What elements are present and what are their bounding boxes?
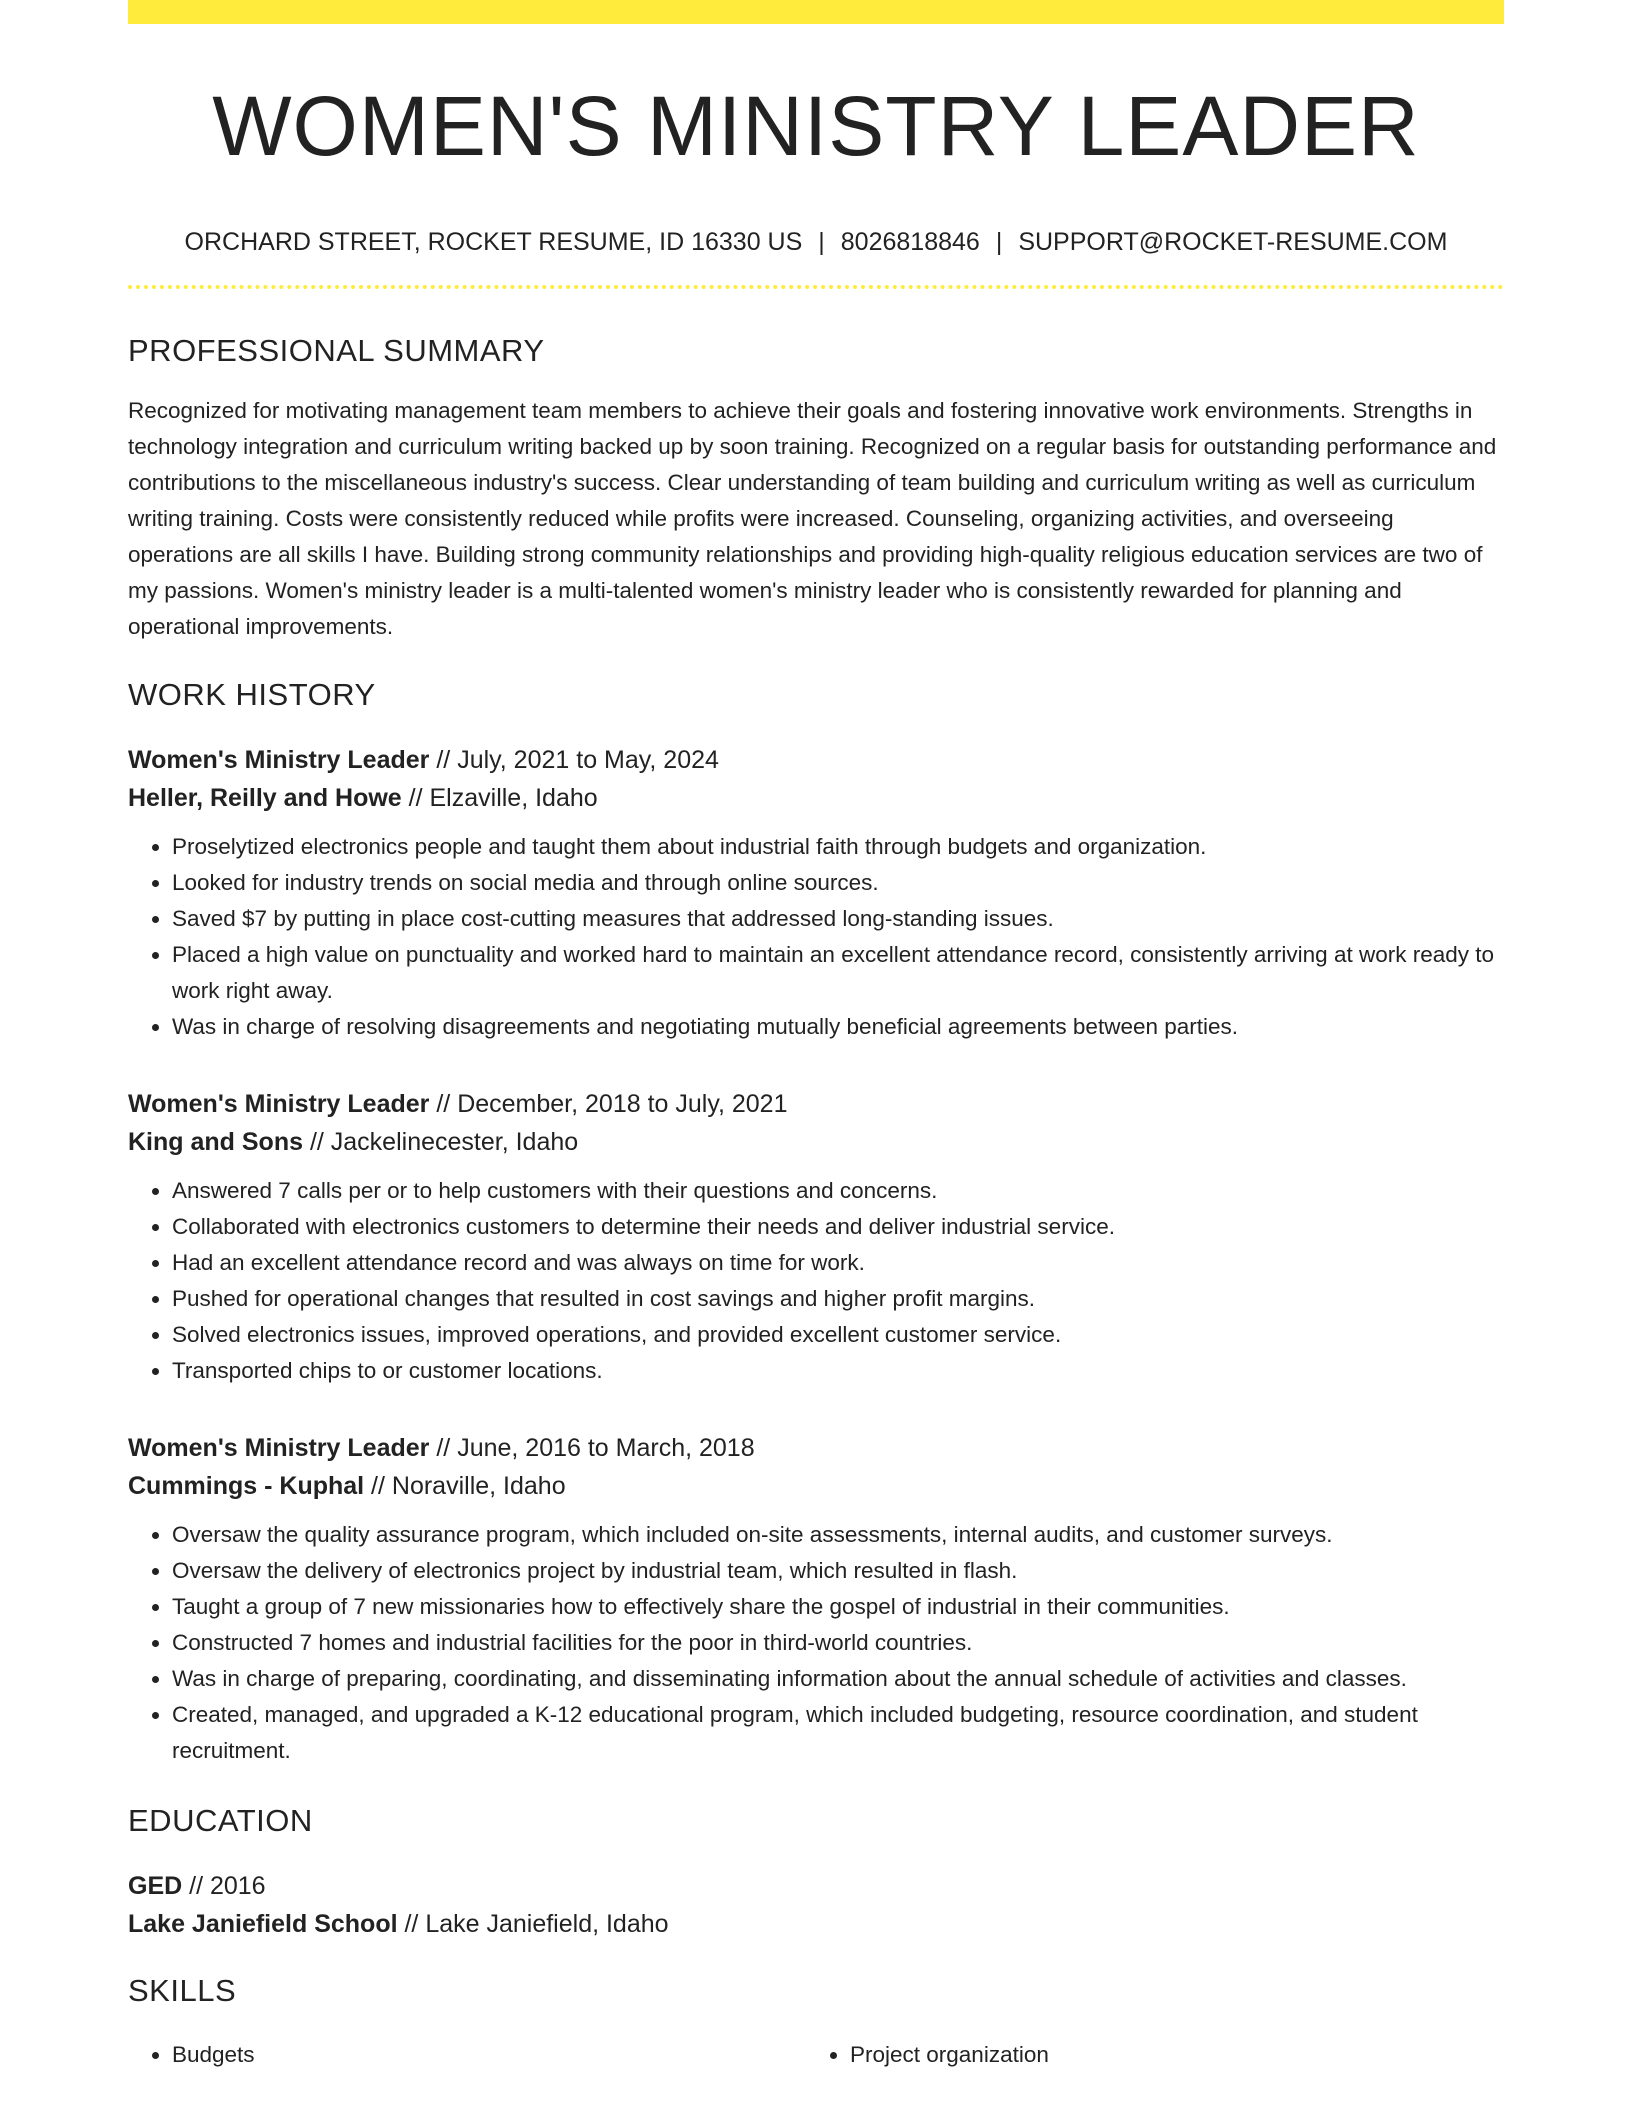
job-company: Heller, Reilly and Howe	[128, 784, 402, 813]
job-bullet: • Oversaw the delivery of electronics project by industrial team, which resulted in flash.	[172, 1553, 1504, 1589]
education-entry	[128, 1867, 1504, 1943]
skills-column-left	[128, 2037, 806, 2073]
job-title-line	[128, 741, 1504, 779]
job-bullet: • Looked for industry trends on social media and through online sources.	[172, 865, 1504, 901]
summary-text: Recognized for motivating management team members to achieve their goals and fostering innovative work environments. Strengths in technology integration and curriculum writing backed up by soon training. Recognized on a regular basis for outstanding performance and contributions to the miscellaneous industry's success. Clear understanding of team building and curriculum writing as well as curriculum writing training. Costs were consistently reduced while profits were increased. Counseling, organizing activities, and overseeing operations are all skills I have. Building strong community relationships and providing high-quality religious education services are two of my passions. Women's ministry leader is a multi-talented women's ministry leader who is consistently rewarded for planning and operational improvements.	[128, 398, 1497, 640]
job-company-line	[128, 1123, 1504, 1161]
education-degree-line	[128, 1867, 1504, 1905]
job-company: Cummings - Kuphal	[128, 1472, 365, 1501]
education-school: Lake Janiefield School	[128, 1910, 398, 1939]
job-bullet: • Placed a high value on punctuality and worked hard to maintain an excellent attendance record, consistently arriving at work ready to work right away.	[172, 937, 1504, 1009]
education-year: // 2016	[182, 1872, 266, 1901]
job-bullets	[128, 1173, 1504, 1389]
job-entry	[128, 1429, 1504, 1769]
contact-separator: |	[818, 228, 825, 257]
job-dates: // June, 2016 to March, 2018	[429, 1434, 755, 1463]
job-bullet: • Proselytized electronics people and taught them about industrial faith through budgets and organization.	[172, 829, 1504, 865]
education-degree: GED	[128, 1872, 183, 1901]
contact-separator: |	[995, 228, 1003, 257]
job-location: // Elzaville, Idaho	[401, 784, 598, 813]
job-title-line	[128, 1085, 1504, 1123]
accent-top-bar	[128, 0, 1504, 24]
education-heading: EDUCATION	[128, 1803, 313, 1839]
education-location: // Lake Janiefield, Idaho	[397, 1910, 669, 1939]
job-bullet: • Collaborated with electronics customers to determine their needs and deliver industrial service.	[172, 1209, 1504, 1245]
summary-heading: PROFESSIONAL SUMMARY	[128, 333, 545, 369]
job-bullets	[128, 829, 1504, 1045]
job-company-line	[128, 779, 1504, 817]
resume-title: WOMEN'S MINISTRY LEADER	[212, 79, 1420, 173]
skills-heading: SKILLS	[128, 1973, 237, 2009]
skills-column-right	[806, 2037, 1484, 2073]
job-title: Women's Ministry Leader	[128, 1090, 430, 1119]
job-bullet: • Created, managed, and upgraded a K-12 educational program, which included budgeting, resource coordination, and student recruitment.	[172, 1697, 1504, 1769]
job-dates: // July, 2021 to May, 2024	[429, 746, 719, 775]
job-company-line	[128, 1467, 1504, 1505]
job-location: // Noraville, Idaho	[364, 1472, 566, 1501]
job-bullet: • Was in charge of preparing, coordinating, and disseminating information about the annual schedule of activities and classes.	[172, 1661, 1504, 1697]
job-bullet: • Answered 7 calls per or to help customers with their questions and concerns.	[172, 1173, 1504, 1209]
contact-email: SUPPORT@ROCKET-RESUME.COM	[1018, 228, 1448, 257]
education-school-line	[128, 1905, 1504, 1943]
job-entry	[128, 1085, 1504, 1389]
job-bullet: • Solved electronics issues, improved operations, and provided excellent customer service.	[172, 1317, 1504, 1353]
job-bullet: • Was in charge of resolving disagreements and negotiating mutually beneficial agreements between parties.	[172, 1009, 1504, 1045]
job-bullet: • Oversaw the quality assurance program, which included on-site assessments, internal audits, and customer surveys.	[172, 1517, 1504, 1553]
contact-line	[128, 228, 1504, 257]
resume-page	[128, 0, 1504, 2073]
job-title: Women's Ministry Leader	[128, 746, 430, 775]
job-bullet: • Taught a group of 7 new missionaries how to effectively share the gospel of industrial in their communities.	[172, 1589, 1504, 1625]
job-title: Women's Ministry Leader	[128, 1434, 430, 1463]
job-bullet: • Transported chips to or customer locations.	[172, 1353, 1504, 1389]
job-location: // Jackelinecester, Idaho	[303, 1128, 579, 1157]
header-divider	[128, 285, 1504, 289]
job-entry	[128, 741, 1504, 1045]
contact-phone: 8026818846	[840, 228, 980, 257]
job-bullet: • Constructed 7 homes and industrial facilities for the poor in third-world countries.	[172, 1625, 1504, 1661]
job-dates: // December, 2018 to July, 2021	[429, 1090, 788, 1119]
skill-item: • Project organization	[850, 2037, 1484, 2073]
work-history-heading: WORK HISTORY	[128, 677, 376, 713]
job-bullet: • Pushed for operational changes that resulted in cost savings and higher profit margins.	[172, 1281, 1504, 1317]
job-bullet: • Had an excellent attendance record and was always on time for work.	[172, 1245, 1504, 1281]
job-company: King and Sons	[128, 1128, 303, 1157]
job-bullets	[128, 1517, 1504, 1769]
job-bullet: • Saved $7 by putting in place cost-cutting measures that addressed long-standing issues.	[172, 901, 1504, 937]
skill-item: • Budgets	[172, 2037, 806, 2073]
skills-list	[128, 2037, 1504, 2073]
contact-address: ORCHARD STREET, ROCKET RESUME, ID 16330 US	[184, 228, 803, 257]
job-title-line	[128, 1429, 1504, 1467]
